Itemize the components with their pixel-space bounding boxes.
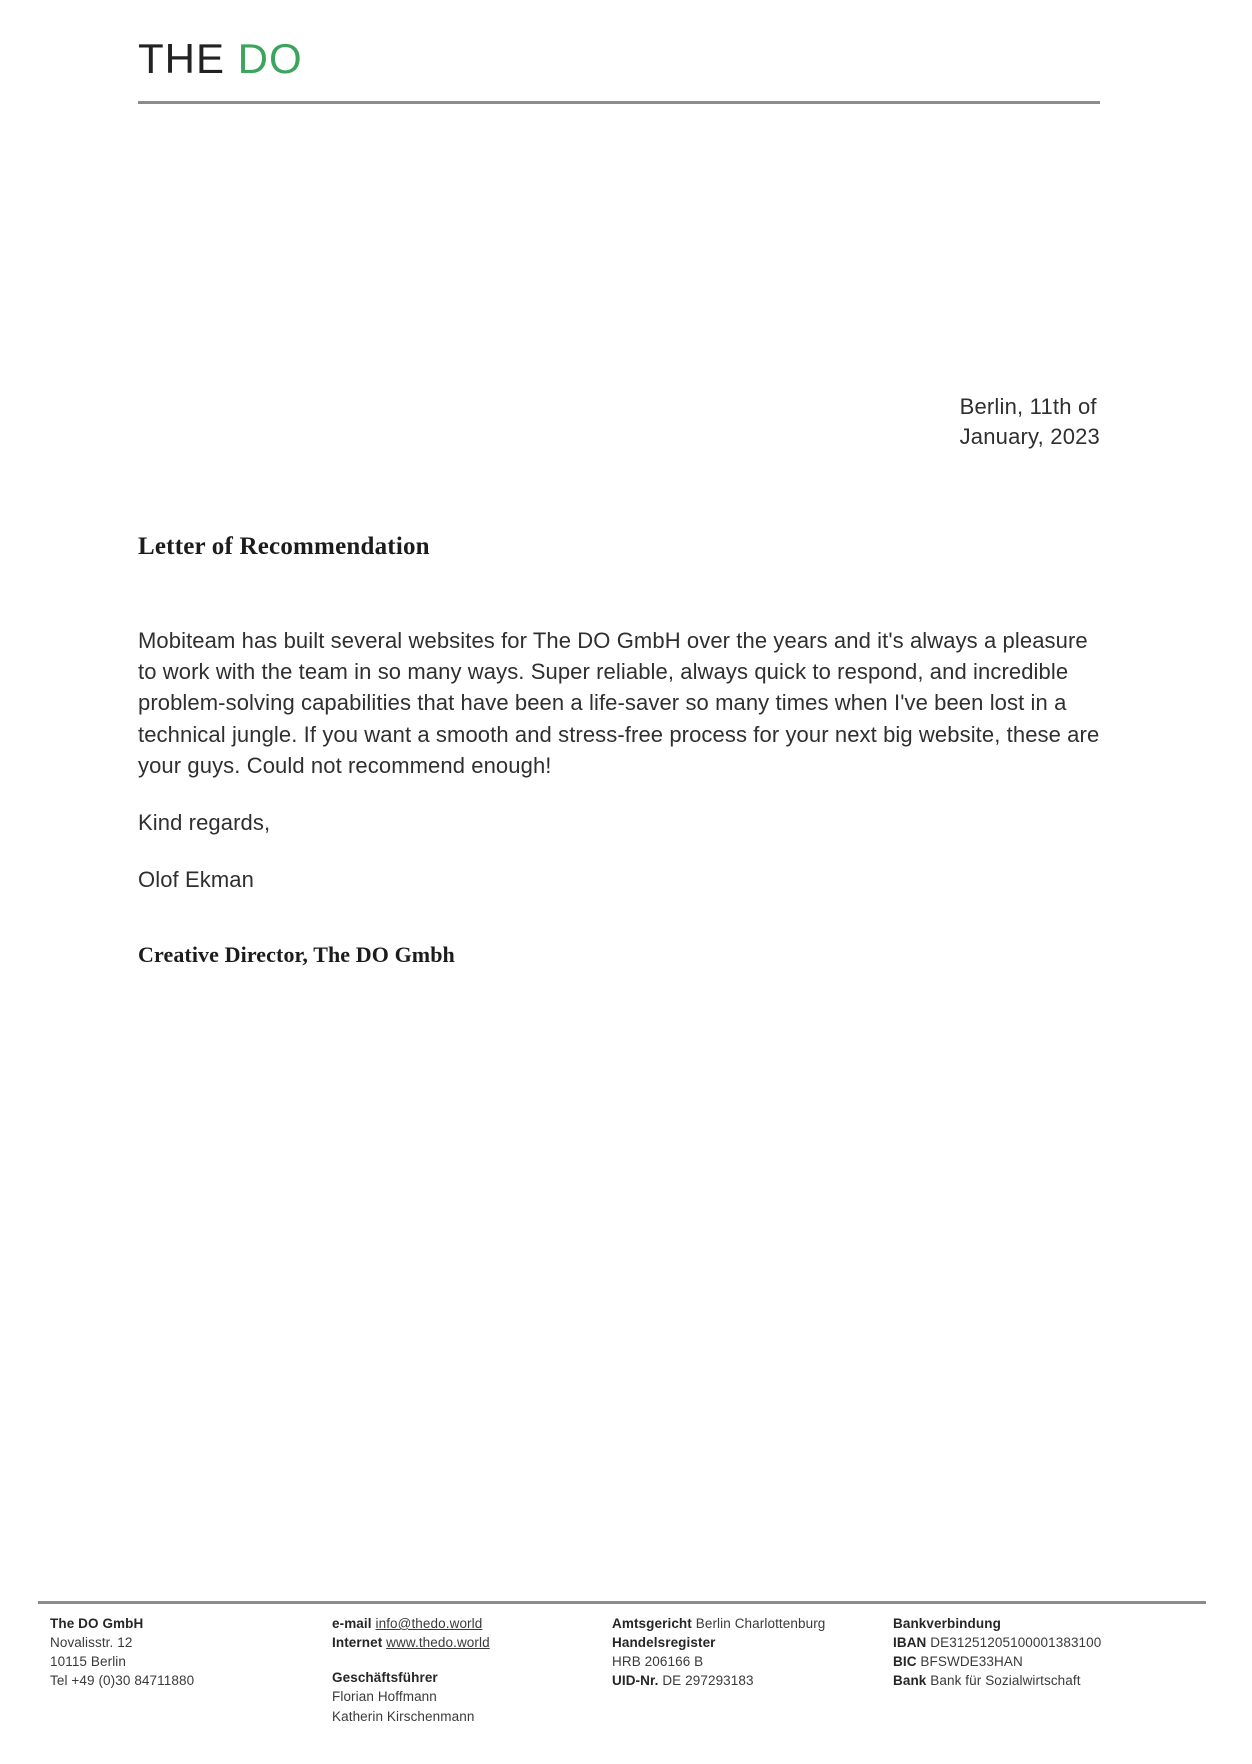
signer-role: Creative Director, The DO Gmbh [138, 942, 455, 967]
footer-website-link[interactable]: www.thedo.world [386, 1635, 490, 1651]
footer-court-row [612, 1614, 892, 1633]
footer-iban-label: IBAN [893, 1635, 927, 1651]
footer [0, 1614, 1252, 1754]
footer-internet-row [332, 1633, 602, 1652]
footer-column-company [50, 1614, 320, 1691]
footer-email-row [332, 1614, 602, 1633]
closing-line: Kind regards, [138, 810, 271, 836]
footer-email-link[interactable]: info@thedo.world [375, 1616, 483, 1631]
footer-internet-label: Internet [332, 1635, 383, 1651]
letterhead [138, 35, 1100, 82]
header-divider [138, 101, 1100, 104]
date-line-1: Berlin, 11th of [959, 394, 1097, 419]
date-block [960, 392, 1100, 453]
footer-manager-1: Florian Hoffmann [332, 1689, 437, 1705]
footer-management-label: Geschäftsführer [332, 1670, 438, 1686]
footer-iban-value: DE31251205100001383100 [930, 1635, 1102, 1651]
footer-bic-row [893, 1652, 1213, 1671]
footer-bic-label: BIC [893, 1654, 917, 1670]
body-paragraph: Mobiteam has built several websites for The DO GmbH over the years and it's always a pleasure to work with the team in so many ways. Super reliable, always quick to respond, and incredible problem-solving capabilities that have been a life-saver so many times when I've been lost in a technical jungle. If you want a smooth and stress-free process for your next big website, these are your guys. Could not recommend enough! [138, 628, 1100, 778]
footer-bankname-label: Bank [893, 1673, 927, 1689]
footer-manager-2: Katherin Kirschenmann [332, 1708, 475, 1724]
footer-bic-value: BFSWDE33HAN [920, 1654, 1023, 1670]
footer-bankname-row [893, 1671, 1213, 1690]
footer-register-value: HRB 206166 B [612, 1654, 704, 1670]
company-logo [138, 35, 1100, 82]
footer-email-label: e-mail [332, 1616, 372, 1631]
footer-column-registry [612, 1614, 892, 1691]
footer-company-street: Novalisstr. 12 [50, 1635, 133, 1651]
footer-company-city: 10115 Berlin [50, 1654, 127, 1670]
footer-uid-label: UID-Nr. [612, 1673, 659, 1689]
footer-iban-row [893, 1633, 1213, 1652]
logo-text-the: THE [138, 35, 225, 82]
footer-company-name: The DO GmbH [50, 1616, 144, 1631]
footer-court-value: Berlin Charlottenburg [695, 1616, 826, 1631]
page-title: Letter of Recommendation [138, 533, 430, 560]
date-line-2: January, 2023 [959, 424, 1100, 450]
footer-bank-heading: Bankverbindung [893, 1616, 1001, 1631]
footer-bankname-value: Bank für Sozialwirtschaft [930, 1673, 1081, 1689]
letter-body [138, 625, 1106, 896]
footer-register-label: Handelsregister [612, 1635, 716, 1651]
signer-name: Olof Ekman [138, 867, 254, 893]
footer-uid-value: DE 297293183 [662, 1673, 754, 1689]
footer-column-bank [893, 1614, 1213, 1691]
footer-uid-row [612, 1671, 892, 1690]
footer-column-contact [332, 1614, 602, 1726]
footer-divider [38, 1601, 1206, 1604]
footer-company-phone: Tel +49 (0)30 84711880 [50, 1673, 195, 1689]
footer-court-label: Amtsgericht [612, 1616, 692, 1631]
logo-text-do: DO [237, 35, 303, 82]
